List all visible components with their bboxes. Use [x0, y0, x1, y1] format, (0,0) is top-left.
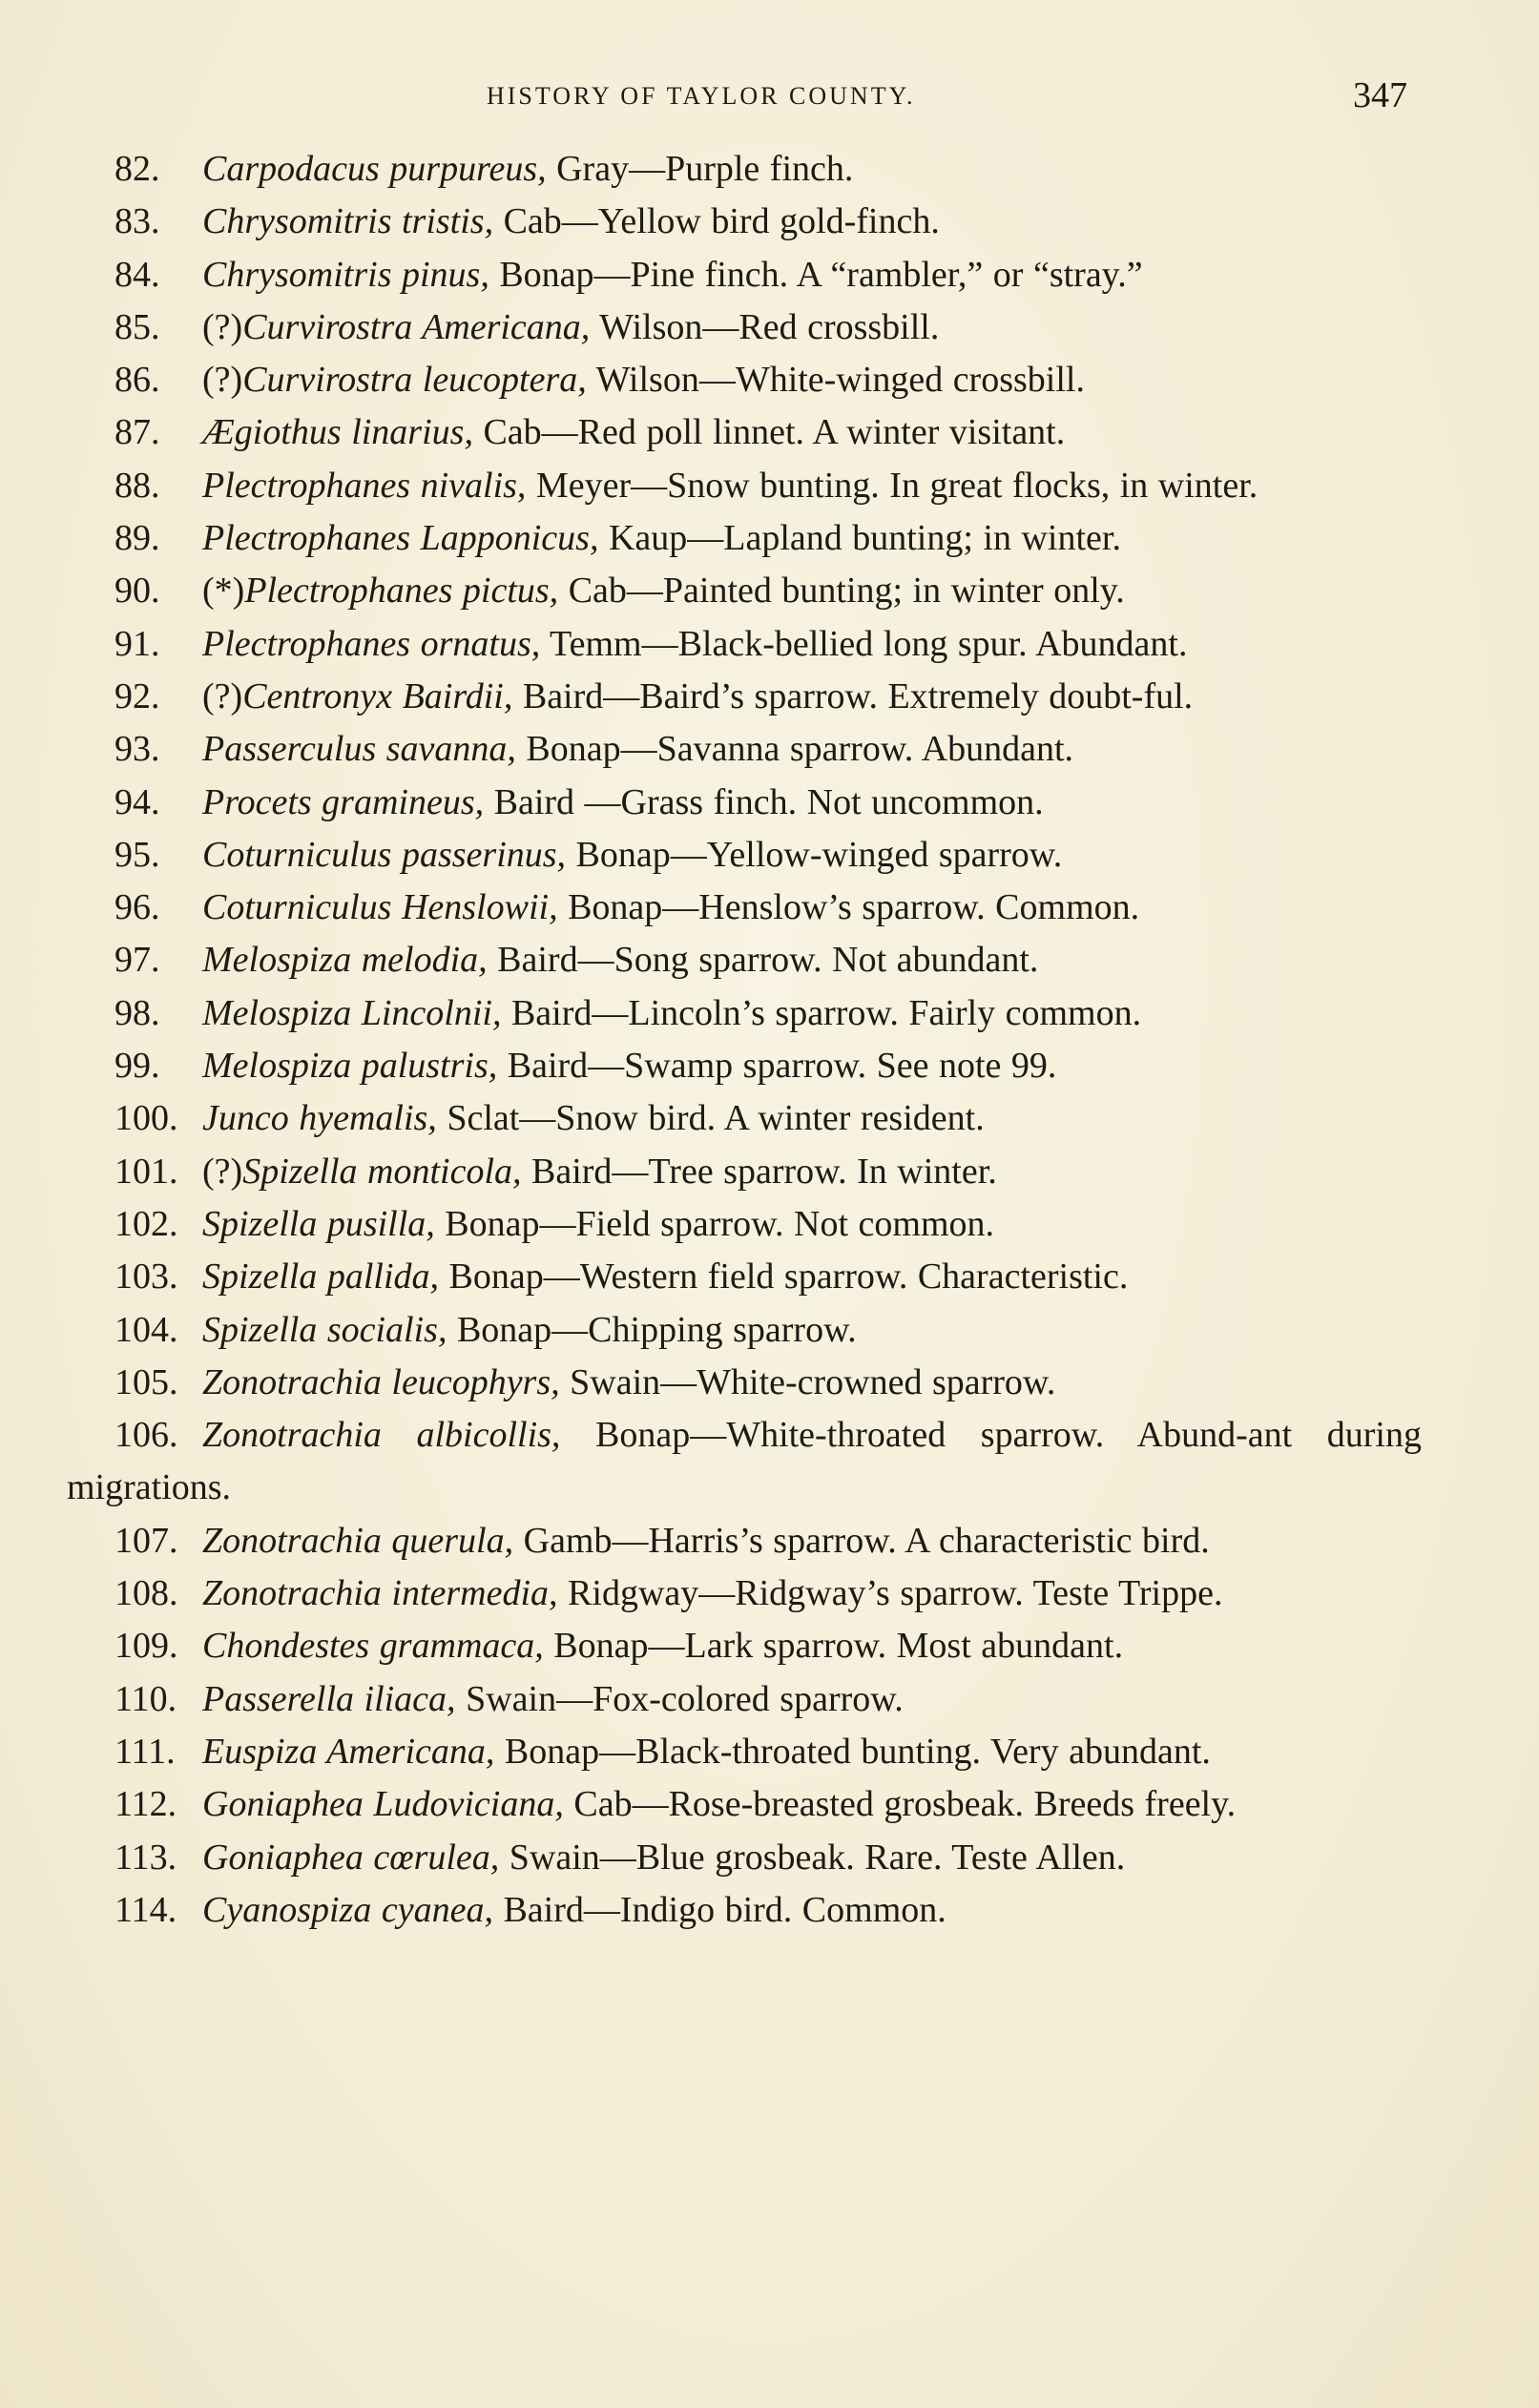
- species-name: Junco hyemalis,: [202, 1098, 437, 1139]
- list-item: [67, 354, 1422, 406]
- entry-number: 88.: [114, 465, 160, 506]
- entry-number: 103.: [114, 1256, 178, 1297]
- entry-number: 86.: [114, 360, 160, 401]
- entry-number: 104.: [114, 1309, 178, 1350]
- list-item: [67, 1092, 1422, 1145]
- list-item: [67, 460, 1422, 512]
- list-item: [67, 671, 1422, 723]
- entry-number: 93.: [114, 729, 160, 770]
- entry-number: 106.: [114, 1415, 178, 1456]
- species-description: Bonap—Henslow’s sparrow. Common.: [557, 887, 1140, 928]
- list-item: [67, 1146, 1422, 1198]
- list-item: [67, 777, 1422, 829]
- entry-number: 110.: [114, 1678, 177, 1719]
- list-item: [67, 1726, 1422, 1778]
- entry-number: 105.: [114, 1361, 178, 1402]
- entry-qualifier: (*): [202, 571, 245, 612]
- species-name: Chondestes grammaca,: [202, 1626, 544, 1667]
- species-name: Melospiza melodia,: [202, 940, 488, 981]
- list-item: [67, 1778, 1422, 1831]
- entry-number: 101.: [114, 1151, 178, 1192]
- entry-number: 112.: [114, 1784, 177, 1825]
- entry-number: 95.: [114, 834, 160, 875]
- species-name: Zonotrachia leucophyrs,: [202, 1361, 560, 1402]
- species-name: Spizella socialis,: [202, 1309, 447, 1350]
- species-name: Spizella monticola,: [242, 1151, 522, 1192]
- entry-number: 102.: [114, 1203, 178, 1244]
- species-name: Spizella pusilla,: [202, 1203, 435, 1244]
- species-description: Bonap—Field sparrow. Not common.: [434, 1203, 995, 1244]
- species-description: Bonap—Chipping sparrow.: [447, 1309, 857, 1350]
- species-description: Baird —Grass finch. Not uncommon.: [484, 781, 1044, 822]
- list-item: [67, 882, 1422, 934]
- entry-number: 91.: [114, 623, 160, 664]
- species-name: Cyanospiza cyanea,: [202, 1889, 493, 1930]
- species-name: Procets gramineus,: [202, 781, 485, 822]
- species-name: Euspiza Americana,: [202, 1731, 495, 1772]
- species-description: Sclat—Snow bird. A winter resident.: [436, 1098, 985, 1139]
- list-item: [67, 829, 1422, 882]
- species-description: Baird—Swamp sparrow. See note 99.: [497, 1046, 1057, 1087]
- entry-number: 90.: [114, 571, 160, 612]
- list-item: [67, 1409, 1422, 1515]
- species-description: Cab—Rose-breasted grosbeak. Breeds freely.: [563, 1784, 1237, 1825]
- species-description: Bonap—White-throated sparrow. Abund-ant during migrations.: [67, 1415, 1422, 1508]
- entry-number: 111.: [114, 1731, 176, 1772]
- species-name: Zonotrachia albicollis,: [202, 1415, 561, 1456]
- species-description: Bonap—Yellow-winged sparrow.: [566, 834, 1063, 875]
- species-name: Passerella iliaca,: [202, 1678, 456, 1719]
- list-item: [67, 249, 1422, 301]
- species-name: Zonotrachia intermedia,: [202, 1573, 558, 1614]
- species-description: Meyer—Snow bunting. In great flocks, in winter.: [526, 465, 1258, 506]
- species-name: Goniaphea cœrulea,: [202, 1837, 500, 1878]
- list-item: [67, 1198, 1422, 1251]
- species-description: Kaup—Lapland bunting; in winter.: [598, 518, 1121, 559]
- entry-qualifier: (?): [202, 360, 243, 401]
- list-item: [67, 196, 1422, 248]
- entry-number: 114.: [114, 1889, 177, 1930]
- entry-number: 109.: [114, 1626, 178, 1667]
- entry-number: 99.: [114, 1046, 160, 1087]
- entry-number: 100.: [114, 1098, 178, 1139]
- species-description: Wilson—Red crossbill.: [590, 306, 940, 347]
- species-name: Plectrophanes Lapponicus,: [202, 518, 599, 559]
- species-description: Swain—Fox-colored sparrow.: [455, 1678, 904, 1719]
- entry-number: 108.: [114, 1573, 178, 1614]
- species-description: Baird—Tree sparrow. In winter.: [521, 1151, 997, 1192]
- species-name: Plectrophanes ornatus,: [202, 623, 541, 664]
- species-name: Coturniculus Henslowii,: [202, 887, 558, 928]
- species-description: Gray—Purple finch.: [546, 149, 854, 189]
- list-item: [67, 1567, 1422, 1620]
- species-description: Cab—Red poll linnet. A winter visitant.: [472, 412, 1066, 453]
- species-name: Plectrophanes nivalis,: [202, 465, 527, 506]
- species-description: Swain—White-crowned sparrow.: [559, 1361, 1056, 1402]
- running-head: HISTORY OF TAYLOR COUNTY.: [487, 82, 916, 110]
- entry-number: 97.: [114, 940, 160, 981]
- species-description: Bonap—Lark sparrow. Most abundant.: [543, 1626, 1124, 1667]
- species-name: Carpodacus purpureus,: [202, 149, 547, 189]
- species-name: Curvirostra leucoptera,: [242, 360, 587, 401]
- page-header: [0, 75, 1539, 116]
- list-item: [67, 618, 1422, 671]
- list-item: [67, 1673, 1422, 1726]
- species-description: Temm—Black-bellied long spur. Abundant.: [540, 623, 1188, 664]
- species-name: Ægiothus linarius,: [202, 412, 473, 453]
- list-item: [67, 934, 1422, 986]
- entry-qualifier: (?): [202, 675, 243, 716]
- entry-qualifier: (?): [202, 306, 243, 347]
- species-description: Baird—Indigo bird. Common.: [492, 1889, 946, 1930]
- list-item: [67, 143, 1422, 196]
- entry-number: 92.: [114, 675, 160, 716]
- list-item: [67, 301, 1422, 354]
- list-item: [67, 1040, 1422, 1092]
- list-item: [67, 1884, 1422, 1937]
- list-item: [67, 1515, 1422, 1567]
- species-name: Curvirostra Americana,: [242, 306, 591, 347]
- species-name: Melospiza palustris,: [202, 1046, 498, 1087]
- entry-number: 82.: [114, 149, 160, 189]
- entry-number: 96.: [114, 887, 160, 928]
- species-description: Bonap—Western field sparrow. Characteristic.: [439, 1256, 1129, 1297]
- list-item: [67, 1832, 1422, 1884]
- entry-number: 84.: [114, 254, 160, 295]
- species-description: Ridgway—Ridgway’s sparrow. Teste Trippe.: [557, 1573, 1223, 1614]
- entry-number: 83.: [114, 201, 160, 242]
- list-item: [67, 987, 1422, 1040]
- entry-qualifier: (?): [202, 1151, 243, 1192]
- species-description: Baird—Baird’s sparrow. Extremely doubt-ful.: [512, 675, 1194, 716]
- species-name: Chrysomitris pinus,: [202, 254, 489, 295]
- species-name: Spizella pallida,: [202, 1256, 439, 1297]
- species-description: Baird—Lincoln’s sparrow. Fairly common.: [501, 992, 1142, 1033]
- species-description: Gamb—Harris’s sparrow. A characteristic bird.: [513, 1520, 1210, 1561]
- entry-number: 113.: [114, 1837, 177, 1878]
- species-description: Cab—Painted bunting; in winter only.: [558, 571, 1125, 612]
- species-description: Bonap—Savanna sparrow. Abundant.: [515, 729, 1074, 770]
- entry-number: 85.: [114, 306, 160, 347]
- species-description: Cab—Yellow bird gold-finch.: [493, 201, 940, 242]
- species-description: Swain—Blue grosbeak. Rare. Teste Allen.: [499, 1837, 1126, 1878]
- list-item: [67, 1620, 1422, 1672]
- entry-number: 94.: [114, 781, 160, 822]
- list-item: [67, 406, 1422, 459]
- species-name: Chrysomitris tristis,: [202, 201, 494, 242]
- list-item: [67, 1251, 1422, 1303]
- species-description: Baird—Song sparrow. Not abundant.: [487, 940, 1039, 981]
- list-item: [67, 723, 1422, 776]
- list-item: [67, 565, 1422, 617]
- species-name: Centronyx Bairdii,: [242, 675, 513, 716]
- entry-number: 89.: [114, 518, 160, 559]
- list-item: [67, 1357, 1422, 1409]
- species-description: Wilson—White-winged crossbill.: [586, 360, 1085, 401]
- species-name: Melospiza Lincolnii,: [202, 992, 502, 1033]
- species-description: Bonap—Pine finch. A “rambler,” or “stray.”: [489, 254, 1143, 295]
- entry-number: 107.: [114, 1520, 178, 1561]
- species-name: Plectrophanes pictus,: [244, 571, 559, 612]
- species-description: Bonap—Black-throated bunting. Very abundant.: [494, 1731, 1211, 1772]
- species-name: Coturniculus passerinus,: [202, 834, 567, 875]
- species-name: Goniaphea Ludoviciana,: [202, 1784, 564, 1825]
- species-name: Passerculus savanna,: [202, 729, 516, 770]
- entry-number: 87.: [114, 412, 160, 453]
- list-item: [67, 1304, 1422, 1357]
- page-number: 347: [1353, 75, 1407, 115]
- species-list: [67, 143, 1422, 1937]
- list-item: [67, 512, 1422, 565]
- species-name: Zonotrachia querula,: [202, 1520, 514, 1561]
- entry-number: 98.: [114, 992, 160, 1033]
